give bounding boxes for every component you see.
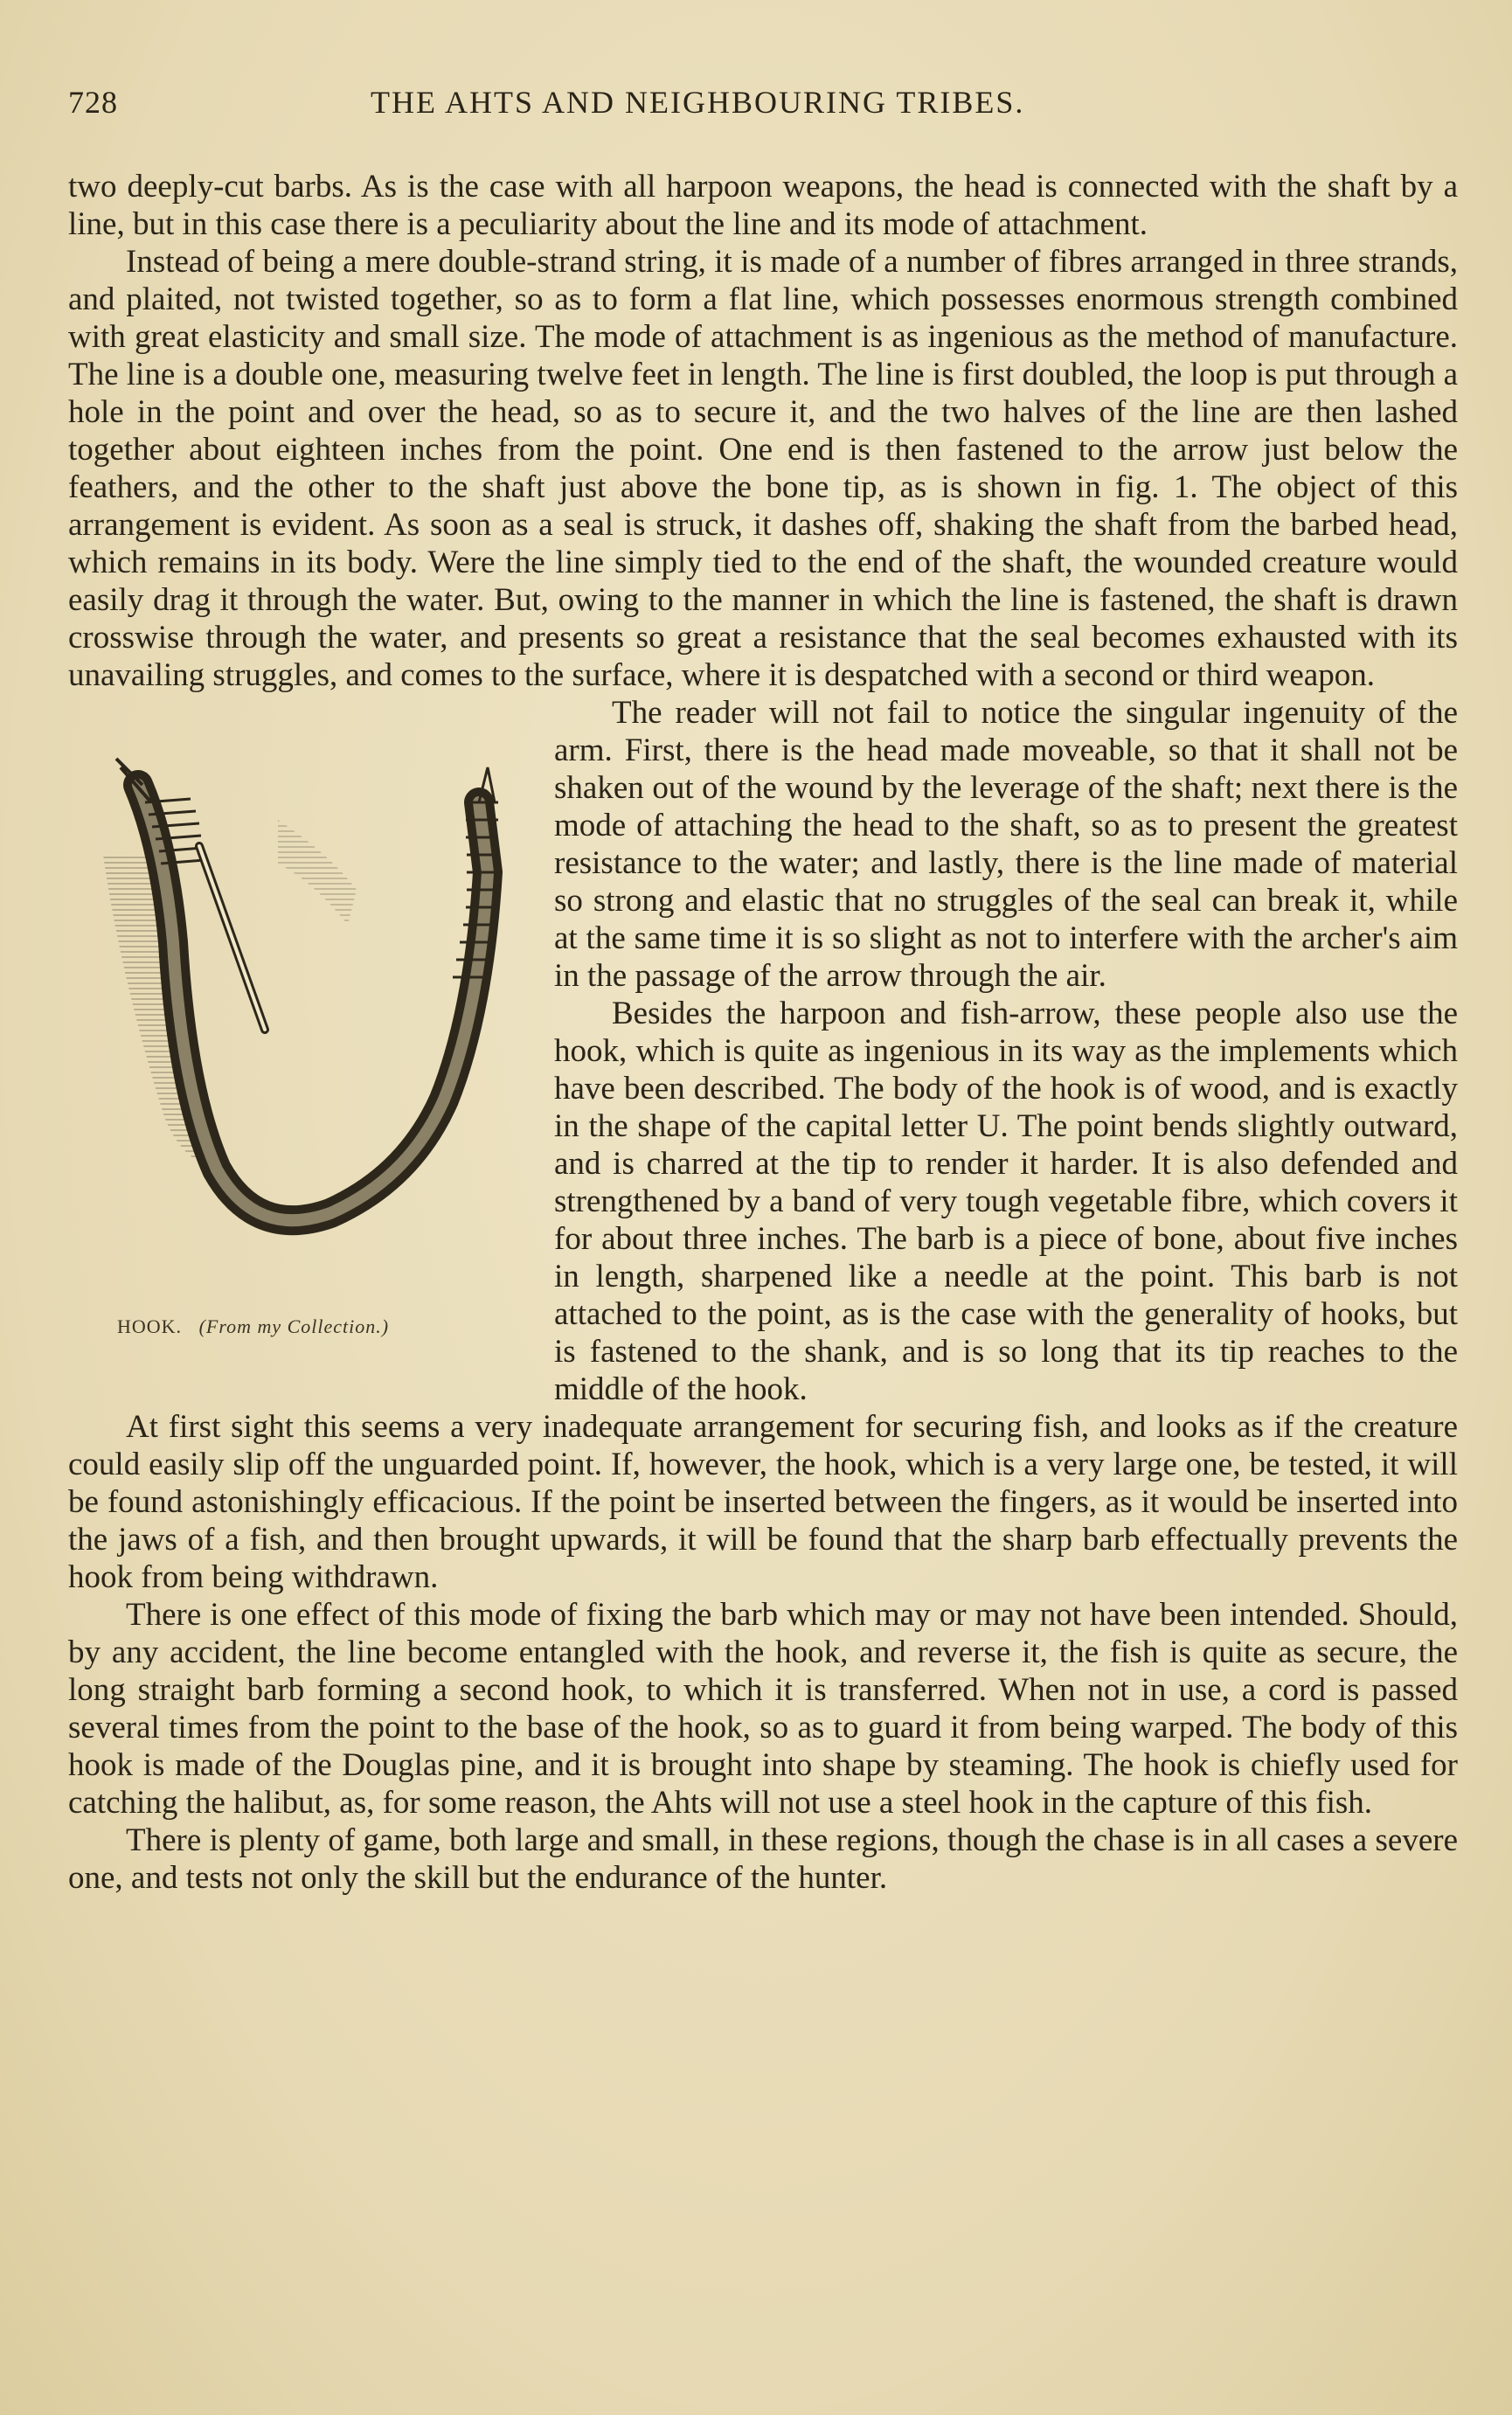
page-number: 728 — [68, 85, 118, 120]
paragraph-3: The reader will not fail to notice the singular ingenuity of the arm. First, there is the head made moveable, so that it shall not be shaken out of the wound by the leverage of the shaft; next there is the mode of attaching the head to the shaft, so as to present the greatest resistance to the water; and lastly, there is the line made of material so strong and elastic that no struggles of the seal can break it, while at the same time it is so slight as not to interfere with the archer's aim in the passage of the arrow through the air. — [554, 695, 1458, 994]
body-text — [68, 168, 1458, 1897]
paragraph-5: At first sight this seems a very inadequate arrangement for securing fish, and looks as if the creature could easily slip off the unguarded point. If, however, the hook, which is a very large one, be tested, it will be found astonishingly efficacious. If the point be inserted between the fingers, as it would be inserted into the jaws of a fish, and then brought upwards, it will be found that the sharp barb effectually prevents the hook from being withdrawn. — [68, 1409, 1458, 1595]
running-title: THE AHTS AND NEIGHBOURING TRIBES. — [371, 85, 1025, 120]
hook-figure — [68, 697, 531, 1397]
caption-label: HOOK. — [117, 1315, 183, 1337]
caption-source: (From my Collection.) — [198, 1315, 390, 1337]
paragraph-1: two deeply-cut barbs. As is the case with all harpoon weapons, the head is connected with the shaft by a line, but in this case there is a peculiarity about the line and its mode of attachment. — [68, 169, 1458, 242]
hook-illustration — [68, 750, 505, 1292]
paragraph-2: Instead of being a mere double-strand string, it is made of a number of fibres arranged in three strands, and plaited, not twisted together, so as to form a flat line, which possesses enormous strength combined with great elasticity and small size. The mode of attachment is as ingenious as the method of manufacture. The line is a double one, measuring twelve feet in length. The line is first doubled, the loop is put through a hole in the point and over the head, so as to secure it, and the two halves of the line are then lashed together about eighteen inches from the point. One end is then fastened to the arrow just below the feathers, and the other to the shaft just above the bone tip, as is shown in fig. 1. The object of this arrangement is evident. As soon as a seal is struck, it dashes off, shaking the shaft from the barbed head, which remains in its body. Were the line simply tied to the end of the shaft, the wounded creature would easily drag it through the water. But, owing to the manner in which the line is fastened, the shaft is drawn crosswise through the water, and presents so great a resistance that the seal becomes exhausted with its unavailing struggles, and comes to the surface, where it is despatched with a second or third weapon. — [68, 244, 1458, 693]
figure-caption — [117, 1308, 519, 1345]
paragraph-4: Besides the harpoon and fish-arrow, these people also use the hook, which is quite as ingenious in its way as the implements which have been described. The body of the hook is of wood, and is exactly in the shape of the capital letter U. The point bends slightly outward, and is charred at the tip to render it harder. It is also defended and strengthened by a band of very tough vegetable fibre, which covers it for about three inches. The barb is a piece of bone, about five inches in length, sharpened like a needle at the point. This barb is not attached to the point, as is the case with the generality of hooks, but is fastened to the shank, and is so long that its tip reaches to the middle of the hook. — [554, 996, 1458, 1407]
paragraph-7: There is plenty of game, both large and small, in these regions, though the chase is in all cases a severe one, and tests not only the skill but the endurance of the hunter. — [68, 1822, 1458, 1896]
paragraph-6: There is one effect of this mode of fixing the barb which may or may not have been intended. Should, by any accident, the line become entangled with the hook, and reverse it, the fish is quite as secure, the long straight barb forming a second hook, to which it is transferred. When not in use, a cord is passed several times from the point to the base of the hook, so as to guard it from being warped. The body of this hook is made of the Douglas pine, and it is brought into shape by steaming. The hook is chiefly used for catching the halibut, as, for some reason, the Ahts will not use a steel hook in the capture of this fish. — [68, 1597, 1458, 1821]
